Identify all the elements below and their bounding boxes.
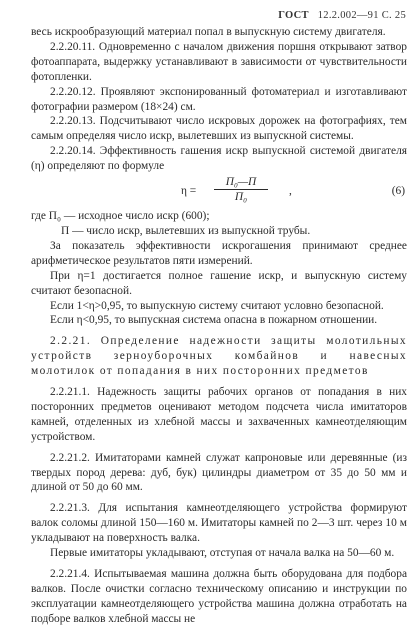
- formula-fraction: [214, 176, 268, 204]
- paragraph: 2.2.20.14. Эффективность гашения искр выпускной системой двигателя (η) определяют по формуле: [31, 145, 407, 173]
- formula-numerator: П₀—П: [214, 176, 268, 190]
- paragraph: весь искрообразующий материал попал в выпускную систему двигателя.: [31, 26, 386, 38]
- paragraph: При η=1 достигается полное гашение искр, и выпускную систему считают безопасной.: [31, 269, 407, 297]
- formula-6: [31, 176, 407, 206]
- formula-number: (6): [391, 185, 405, 198]
- formula-lhs: η =: [181, 185, 197, 198]
- paragraph: 2.2.20.13. Подсчитывают число искровых дорожек на фотографиях, тем самым определяя число искр, вылетевших из выпускной системы.: [31, 115, 407, 143]
- standard-label: ГОСТ: [278, 10, 309, 21]
- paragraph: 2.2.21.4. Испытываемая машина должна быть оборудована для подбора валков. После очистки согласно техническому описанию и инструкции по эксплуатации камнеотделяющего устройства машина должна отработать на подборе валков хлебной массы не: [31, 568, 407, 625]
- page-number: С. 25: [381, 10, 406, 21]
- standard-number: 12.2.002—91: [317, 10, 379, 21]
- paragraph: 2.2.21.2. Имитаторами камней служат капроновые или деревянные (из твердых пород дерева: дуб, бук) цилиндры диаметром от 35 до 50 мм и длиной от 50 до 60 мм.: [31, 451, 407, 494]
- paragraph: П — число искр, вылетевших из выпускной трубы.: [61, 224, 311, 237]
- section-heading: 2.2.21. Определение надежности защиты молотильных устройств зерноуборочных комбайнов и навесных молотилок от попадания в них посторонних предметов: [31, 335, 407, 378]
- paragraph: Первые имитаторы укладывают, отступая от начала валка на 50—60 м.: [50, 547, 395, 560]
- paragraph: Если 1<η>0,95, то выпускную систему считают условно безопасной.: [50, 299, 384, 312]
- paragraph: 2.2.21.3. Для испытания камнеотделяющего устройства формируют валок соломы длиной 150—160 м. Имитаторы камней по 2—3 шт. через 10 м укладывают на поверхность валка.: [31, 502, 407, 545]
- paragraph: За показатель эффективности искрогашения принимают среднее арифметическое результатов пяти измерений.: [31, 239, 407, 267]
- document-body: [31, 25, 407, 627]
- paragraph: где П₀ — исходное число искр (600);: [31, 210, 210, 223]
- paragraph: 2.2.20.12. Проявляют экспонированный фотоматериал и изготавливают фотографии размером (18×24) см.: [31, 85, 407, 113]
- formula-denominator: П₀: [234, 191, 248, 204]
- paragraph: 2.2.21.1. Надежность защиты рабочих органов от попадания в них посторонних предметов оценивают методом подсчета числа имитаторов камней, отделенных из хлебной массы и захваченных камнеотделяющим устройством.: [31, 386, 407, 443]
- page-header: [278, 10, 406, 21]
- paragraph: Если η<0,95, то выпускная система опасна в пожарном отношении.: [50, 314, 378, 327]
- paragraph: 2.2.20.11. Одновременно с началом движения поршня открывают затвор фотоаппарата, выдержку устанавливают в зависимости от чувствительности фотопленки.: [31, 40, 407, 83]
- formula-comma: ,: [289, 185, 292, 198]
